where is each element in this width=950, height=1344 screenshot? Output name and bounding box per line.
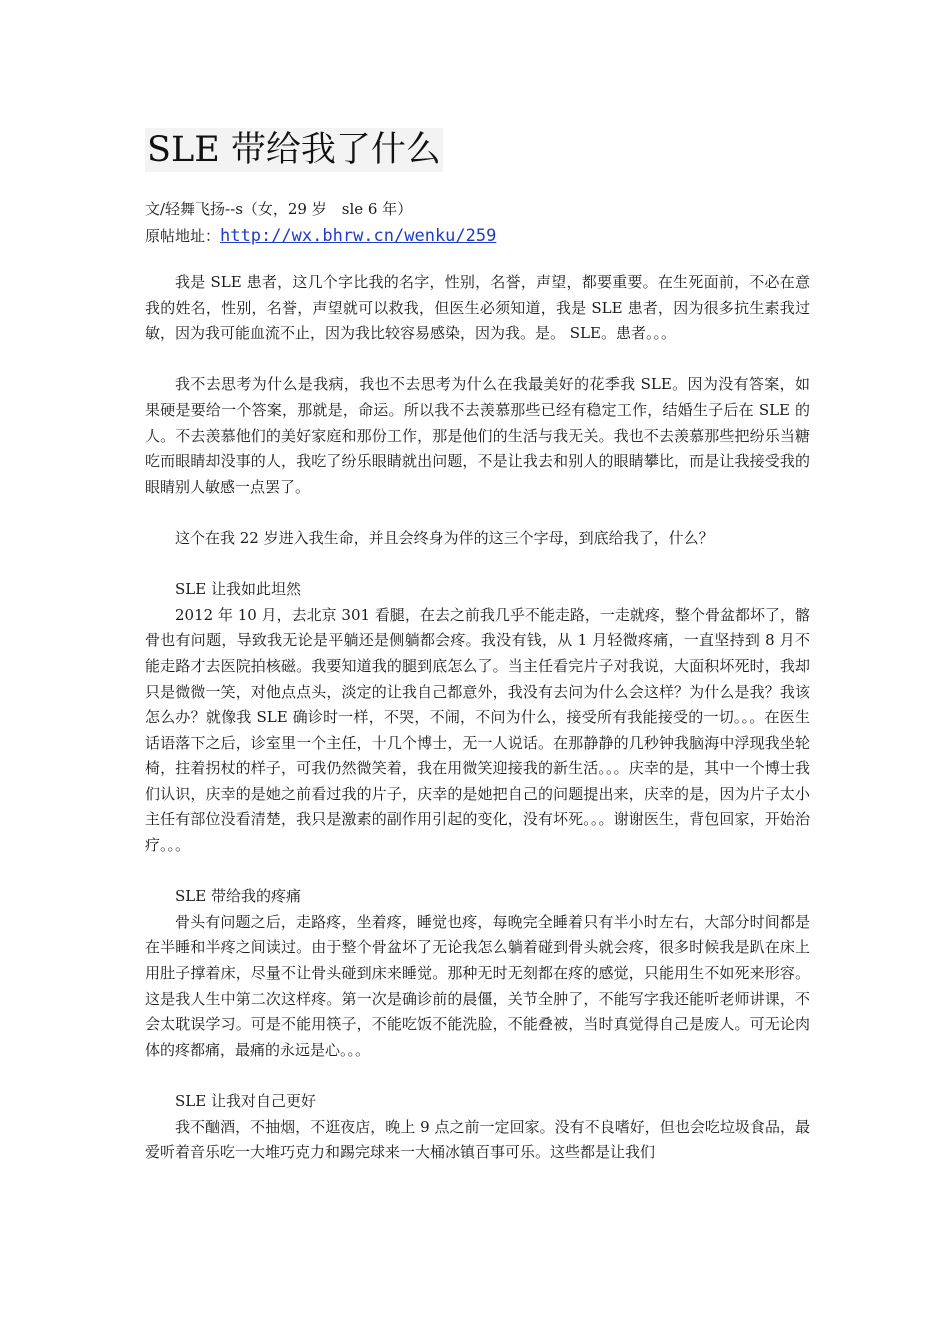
article-body: [145, 270, 810, 1166]
source-label: 原帖地址：: [145, 227, 221, 245]
paragraph-gap: [145, 1063, 810, 1089]
paragraph-1: 我是 SLE 患者，这几个字比我的名字，性别，名誉，声望，都要重要。在生死面前，不必在意我的姓名，性别，名誉，声望就可以救我，但医生必须知道，我是 SLE 患者，因为很多抗生素我过敏，因为我可能血流不止，因为我比较容易感染，因为我。是。 SLE。患者。。。: [145, 273, 810, 343]
paragraph-gap: [145, 552, 810, 578]
section-heading-2: SLE 带给我的疼痛: [175, 887, 301, 906]
document-title: SLE 带给我了什么: [147, 130, 441, 170]
paragraph-3: 这个在我 22 岁进入我生命，并且会终身为伴的这三个字母，到底给我了，什么？: [175, 528, 714, 547]
section-heading-1: SLE 让我如此坦然: [175, 580, 301, 599]
source-link[interactable]: http://wx.bhrw.cn/wenku/259: [220, 226, 497, 246]
section-text-1: 2012 年 10 月，去北京 301 看腿，在去之前我几乎不能走路，一走就疼，整个骨盆都坏了，髂骨也有问题，导致我无论是平躺还是侧躺都会疼。我没有钱，从 1 月轻微疼痛，一直坚持到 8 月不能走路才去医院拍核磁。我要知道我的腿到底怎么了。当主任看完片子对我说，大面积坏死时，我却只是微微一笑，对他点点头，淡定的让我自己都意外，我没有去问为什么会这样？为什么是我？我该怎么办？就像我 SLE 确诊时一样，不哭，不闹，不问为什么，接受所有我能接受的一切。。。在医生话语落下之后，诊室里一个主任，十几个博士，无一人说话。在那静静的几秒钟我脑海中浮现我坐轮椅，拄着拐杖的样子，可我仍然微笑着，我在用微笑迎接我的新生活。。。庆幸的是，其中一个博士我们认识，庆幸的是她之前看过我的片子，庆幸的是她把自己的问题提出来，庆幸的是，因为片子太小主任有部位没看清楚，我只是激素的副作用引起的变化，没有坏死。。。谢谢医生，背包回家，开始治疗。。。: [145, 605, 810, 855]
author-line: 文/轻舞飞扬--s（女，29 岁 sle 6 年）: [145, 200, 413, 218]
section-heading-3: SLE 让我对自己更好: [175, 1092, 316, 1110]
section-text-3: 我不酗酒，不抽烟，不逛夜店，晚上 9 点之前一定回家。没有不良嗜好，但也会吃垃圾食品，最爱听着音乐吃一大堆巧克力和踢完球来一大桶冰镇百事可乐。这些都是让我们: [145, 1117, 810, 1162]
paragraph-gap: [145, 859, 810, 885]
paragraph-2: 我不去思考为什么是我病，我也不去思考为什么在我最美好的花季我 SLE。因为没有答案，如果硬是要给一个答案，那就是，命运。所以我不去羡慕那些已经有稳定工作，结婚生子后在 SLE 的人。不去羡慕他们的美好家庭和那份工作，那是他们的生活与我无关。我也不去羡慕那些把纷乐当糖吃而眼睛却没事的人，我吃了纷乐眼睛就出问题，不是让我去和别人的眼睛攀比，而是让我接受我的眼睛别人敏感一点罢了。: [145, 375, 810, 496]
paragraph-gap: [145, 500, 810, 526]
section-text-2: 骨头有问题之后，走路疼，坐着疼，睡觉也疼，每晚完全睡着只有半小时左右，大部分时间都是在半睡和半疼之间读过。由于整个骨盆坏了无论我怎么躺着碰到骨头就会疼，很多时候我是趴在床上用肚子撑着床，尽量不让骨头碰到床来睡觉。那种无时无刻都在疼的感觉，只能用生不如死来形容。这是我人生中第二次这样疼。第一次是确诊前的晨僵，关节全肿了，不能写字我还能听老师讲课，不会太耽误学习。可是不能用筷子，不能吃饭不能洗脸，不能叠被，当时真觉得自己是废人。可无论肉体的疼都痛，最痛的永远是心。。。: [145, 912, 810, 1059]
paragraph-gap: [145, 347, 810, 373]
source-line: [145, 225, 496, 247]
